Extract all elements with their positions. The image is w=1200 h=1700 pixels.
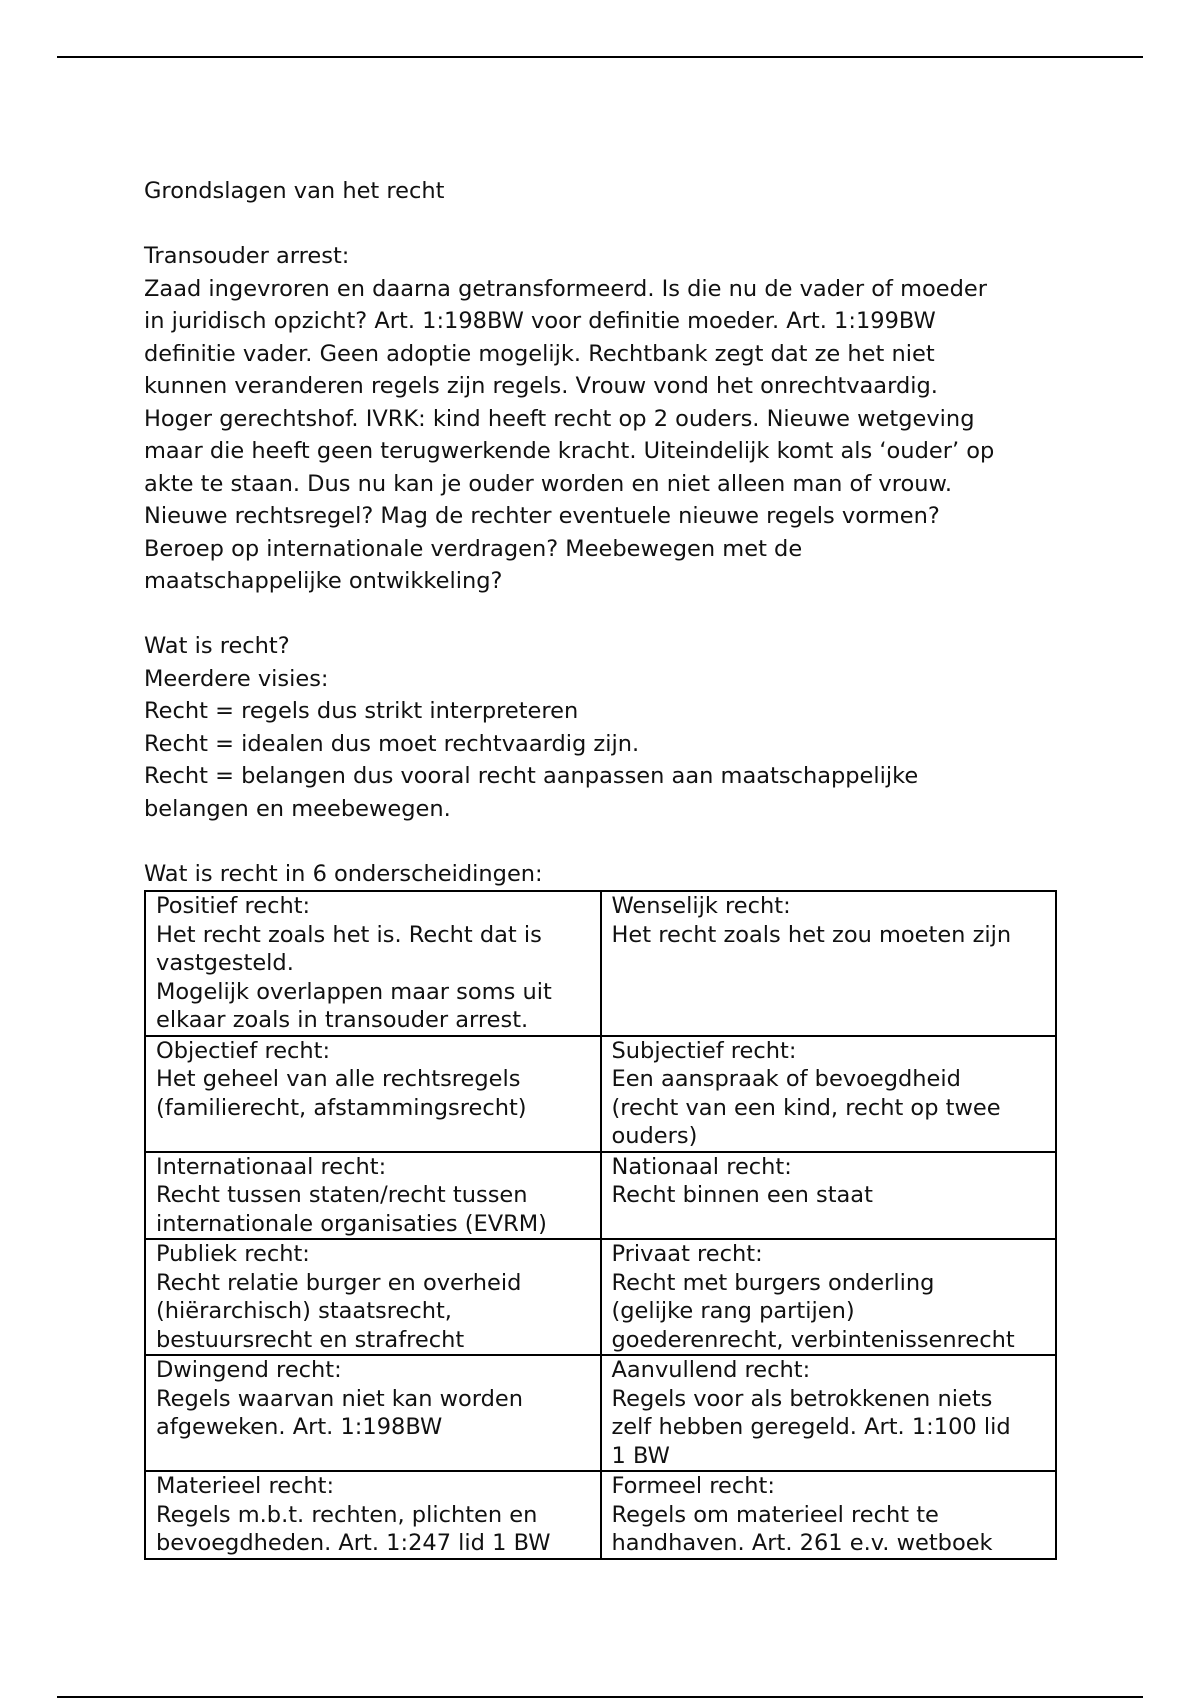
paragraph-line: Hoger gerechtshof. IVRK: kind heeft recht op 2 ouders. Nieuwe wetgeving bbox=[144, 405, 975, 432]
cell-text: Het recht zoals het zou moeten zijn bbox=[611, 921, 1012, 948]
cell-text: goederenrecht, verbintenissenrecht bbox=[611, 1326, 1015, 1353]
table-row bbox=[145, 1471, 1056, 1559]
cell-text: Recht relatie burger en overheid bbox=[156, 1269, 522, 1296]
cell-heading: Wenselijk recht: bbox=[611, 893, 791, 919]
paragraph-line: kunnen veranderen regels zijn regels. Vrouw vond het onrechtvaardig. bbox=[144, 373, 938, 399]
cell-heading: Subjectief recht: bbox=[611, 1037, 797, 1064]
table-cell-right bbox=[601, 891, 1057, 1036]
cell-heading: Dwingend recht: bbox=[156, 1357, 342, 1383]
cell-text: Een aanspraak of bevoegdheid bbox=[611, 1066, 961, 1092]
paragraph-line: in juridisch opzicht? Art. 1:198BW voor definitie moeder. Art. 1:199BW bbox=[144, 308, 936, 334]
paragraph-line: definitie vader. Geen adoptie mogelijk. Rechtbank zegt dat ze het niet bbox=[144, 340, 935, 367]
cell-text: Regels waarvan niet kan worden bbox=[156, 1385, 524, 1412]
cell-heading: Positief recht: bbox=[156, 893, 311, 919]
cell-text: Regels m.b.t. rechten, plichten en bbox=[156, 1501, 538, 1528]
cell-text: Het recht zoals het is. Recht dat is bbox=[156, 921, 542, 948]
document-title: Grondslagen van het recht bbox=[144, 178, 445, 204]
cell-text: Recht binnen een staat bbox=[611, 1182, 873, 1208]
cell-heading: Objectief recht: bbox=[156, 1037, 331, 1064]
table-cell-left bbox=[145, 1036, 601, 1152]
cell-text: Het geheel van alle rechtsregels bbox=[156, 1066, 521, 1092]
cell-heading: Materieel recht: bbox=[156, 1473, 335, 1499]
table-row bbox=[145, 1152, 1056, 1240]
cell-text: bestuursrecht en strafrecht bbox=[156, 1326, 465, 1353]
transouder-paragraph bbox=[144, 273, 1064, 598]
cell-text: Regels om materieel recht te bbox=[611, 1501, 939, 1528]
table-cell-right bbox=[601, 1239, 1057, 1355]
cell-text: (hiërarchisch) staatsrecht, bbox=[156, 1298, 452, 1324]
paragraph-line: akte te staan. Dus nu kan je ouder worden en niet alleen man of vrouw. bbox=[144, 470, 952, 497]
cell-heading: Nationaal recht: bbox=[611, 1153, 792, 1180]
table-cell-left bbox=[145, 891, 601, 1036]
list-line: Recht = belangen dus vooral recht aanpassen aan maatschappelijke bbox=[144, 763, 919, 789]
cell-heading: Publiek recht: bbox=[156, 1241, 310, 1267]
table-cell-right bbox=[601, 1152, 1057, 1240]
spacer bbox=[144, 208, 1064, 241]
table-row bbox=[145, 1355, 1056, 1471]
paragraph-line: maatschappelijke ontwikkeling? bbox=[144, 568, 503, 594]
cell-text: Regels voor als betrokkenen niets bbox=[611, 1385, 993, 1412]
cell-text: zelf hebben geregeld. Art. 1:100 lid bbox=[611, 1414, 1011, 1440]
table-cell-right bbox=[601, 1355, 1057, 1471]
cell-text: bevoegdheden. Art. 1:247 lid 1 BW bbox=[156, 1530, 551, 1556]
visies-list bbox=[144, 663, 1064, 826]
table-cell-left bbox=[145, 1471, 601, 1559]
table-cell-left bbox=[145, 1355, 601, 1471]
cell-text: vastgesteld. bbox=[156, 950, 294, 976]
cell-text: (gelijke rang partijen) bbox=[611, 1298, 855, 1324]
paragraph-line: maar die heeft geen terugwerkende kracht. Uiteindelijk komt als ‘ouder’ op bbox=[144, 438, 995, 464]
list-line: Recht = idealen dus moet rechtvaardig zijn. bbox=[144, 730, 640, 757]
paragraph-line: Nieuwe rechtsregel? Mag de rechter eventuele nieuwe regels vormen? bbox=[144, 503, 940, 529]
header-rule bbox=[57, 56, 1143, 58]
cell-text: afgeweken. Art. 1:198BW bbox=[156, 1414, 443, 1440]
table-row bbox=[145, 1239, 1056, 1355]
cell-text: handhaven. Art. 261 e.v. wetboek bbox=[611, 1530, 993, 1556]
list-line: belangen en meebewegen. bbox=[144, 795, 451, 822]
table-cell-right bbox=[601, 1036, 1057, 1152]
table-row bbox=[145, 1036, 1056, 1152]
section-heading-onderscheidingen: Wat is recht in 6 onderscheidingen: bbox=[144, 860, 543, 887]
cell-heading: Aanvullend recht: bbox=[611, 1357, 811, 1383]
cell-text: internationale organisaties (EVRM) bbox=[156, 1210, 547, 1237]
section-heading-wat-is-recht: Wat is recht? bbox=[144, 633, 290, 659]
section-heading-transouder: Transouder arrest: bbox=[144, 243, 350, 269]
cell-text: Recht tussen staten/recht tussen bbox=[156, 1182, 528, 1208]
cell-heading: Privaat recht: bbox=[611, 1241, 763, 1267]
spacer bbox=[144, 825, 1064, 858]
cell-text: 1 BW bbox=[611, 1442, 670, 1469]
paragraph-line: Beroep op internationale verdragen? Meebewegen met de bbox=[144, 535, 803, 562]
cell-text: (familierecht, afstammingsrecht) bbox=[156, 1094, 527, 1121]
spacer bbox=[144, 598, 1064, 631]
cell-text: (recht van een kind, recht op twee bbox=[611, 1094, 1001, 1121]
table-row bbox=[145, 891, 1056, 1036]
list-line: Recht = regels dus strikt interpreteren bbox=[144, 698, 579, 724]
footer-rule bbox=[57, 1696, 1143, 1698]
cell-text: Mogelijk overlappen maar soms uit bbox=[156, 978, 552, 1005]
cell-heading: Formeel recht: bbox=[611, 1473, 775, 1499]
table-cell-right bbox=[601, 1471, 1057, 1559]
list-line: Meerdere visies: bbox=[144, 665, 329, 692]
table-cell-left bbox=[145, 1152, 601, 1240]
paragraph-line: Zaad ingevroren en daarna getransformeerd. Is die nu de vader of moeder bbox=[144, 275, 987, 302]
cell-heading: Internationaal recht: bbox=[156, 1153, 387, 1180]
document-body bbox=[144, 175, 1064, 1560]
cell-text: ouders) bbox=[611, 1123, 698, 1149]
table-cell-left bbox=[145, 1239, 601, 1355]
onderscheidingen-table bbox=[144, 890, 1057, 1560]
cell-text: Recht met burgers onderling bbox=[611, 1269, 935, 1296]
cell-text: elkaar zoals in transouder arrest. bbox=[156, 1007, 529, 1033]
